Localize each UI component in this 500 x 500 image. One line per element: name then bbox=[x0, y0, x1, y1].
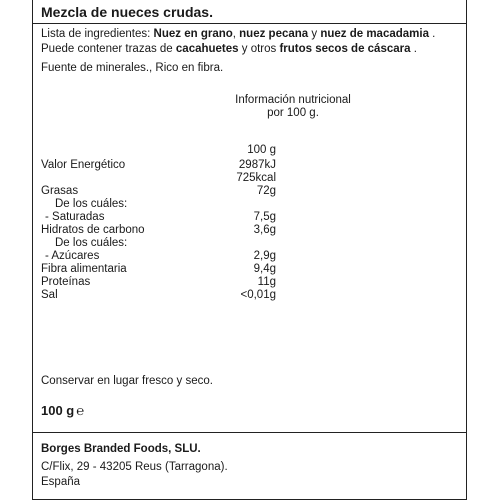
ingredient-2: nuez pecana bbox=[239, 28, 309, 40]
traces-prefix: Puede contener trazas de bbox=[41, 43, 176, 55]
ingredient-1: Nuez en grano bbox=[153, 28, 233, 40]
ingredients-suffix: . bbox=[428, 28, 436, 40]
company-country: España bbox=[41, 476, 81, 488]
nutrient-value: 11g bbox=[257, 276, 276, 288]
nutrient-name: De los cuáles: bbox=[55, 237, 128, 249]
nutrition-per-label: 100 g bbox=[247, 144, 276, 156]
nutrition-heading: Información nutricional bbox=[235, 94, 351, 106]
traces-suffix: . bbox=[410, 43, 417, 55]
nutrition-subheading: por 100 g. bbox=[267, 107, 319, 119]
net-weight bbox=[41, 404, 84, 417]
nutrient-value: 2,9g bbox=[253, 250, 276, 262]
nutrient-value: 7,5g bbox=[253, 211, 276, 223]
nutrient-value: 2987kJ bbox=[238, 159, 276, 171]
ingredient-3: nuez de macadamia bbox=[320, 28, 429, 40]
company-name: Borges Branded Foods, SLU. bbox=[41, 443, 201, 455]
traces-line bbox=[41, 44, 417, 56]
product-title: Mezcla de nueces crudas. bbox=[41, 4, 213, 20]
allergen-2: frutos secos de cáscara bbox=[279, 43, 411, 55]
nutrient-value: 9,4g bbox=[253, 263, 276, 275]
nutrient-name: Fibra alimentaria bbox=[41, 263, 127, 275]
nutrient-name: Valor Energético bbox=[41, 159, 126, 171]
nutrient-name: - Saturadas bbox=[45, 211, 105, 223]
title-divider bbox=[33, 23, 466, 24]
estimated-sign-icon: ℮ bbox=[76, 403, 85, 418]
nutrient-value: 725kcal bbox=[236, 172, 276, 184]
nutrient-name: Proteínas bbox=[41, 276, 91, 288]
footer-divider bbox=[33, 432, 466, 433]
ingredients-sep-1: , bbox=[232, 28, 240, 40]
nutrient-value: 72g bbox=[256, 185, 276, 197]
product-label bbox=[32, 0, 467, 500]
ingredients-line bbox=[41, 29, 435, 41]
nutrient-value: <0,01g bbox=[240, 289, 276, 301]
storage-instructions: Conservar en lugar fresco y seco. bbox=[41, 375, 213, 387]
nutrient-name: Grasas bbox=[41, 185, 79, 197]
ingredients-sep-2: y bbox=[308, 28, 321, 40]
traces-middle: y otros bbox=[238, 43, 280, 55]
nutrient-name: Hidratos de carbono bbox=[41, 224, 145, 236]
nutrient-name: Sal bbox=[41, 289, 58, 301]
nutrient-value: 3,6g bbox=[253, 224, 276, 236]
company-address: C/Flix, 29 - 43205 Reus (Tarragona). bbox=[41, 461, 228, 473]
ingredients-prefix: Lista de ingredientes: bbox=[41, 28, 154, 40]
nutrient-name: - Azúcares bbox=[45, 250, 100, 262]
net-weight-value: 100 g bbox=[41, 403, 75, 418]
nutrition-claims: Fuente de minerales., Rico en fibra. bbox=[41, 62, 224, 74]
allergen-1: cacahuetes bbox=[175, 43, 239, 55]
nutrient-name: De los cuáles: bbox=[55, 198, 128, 210]
